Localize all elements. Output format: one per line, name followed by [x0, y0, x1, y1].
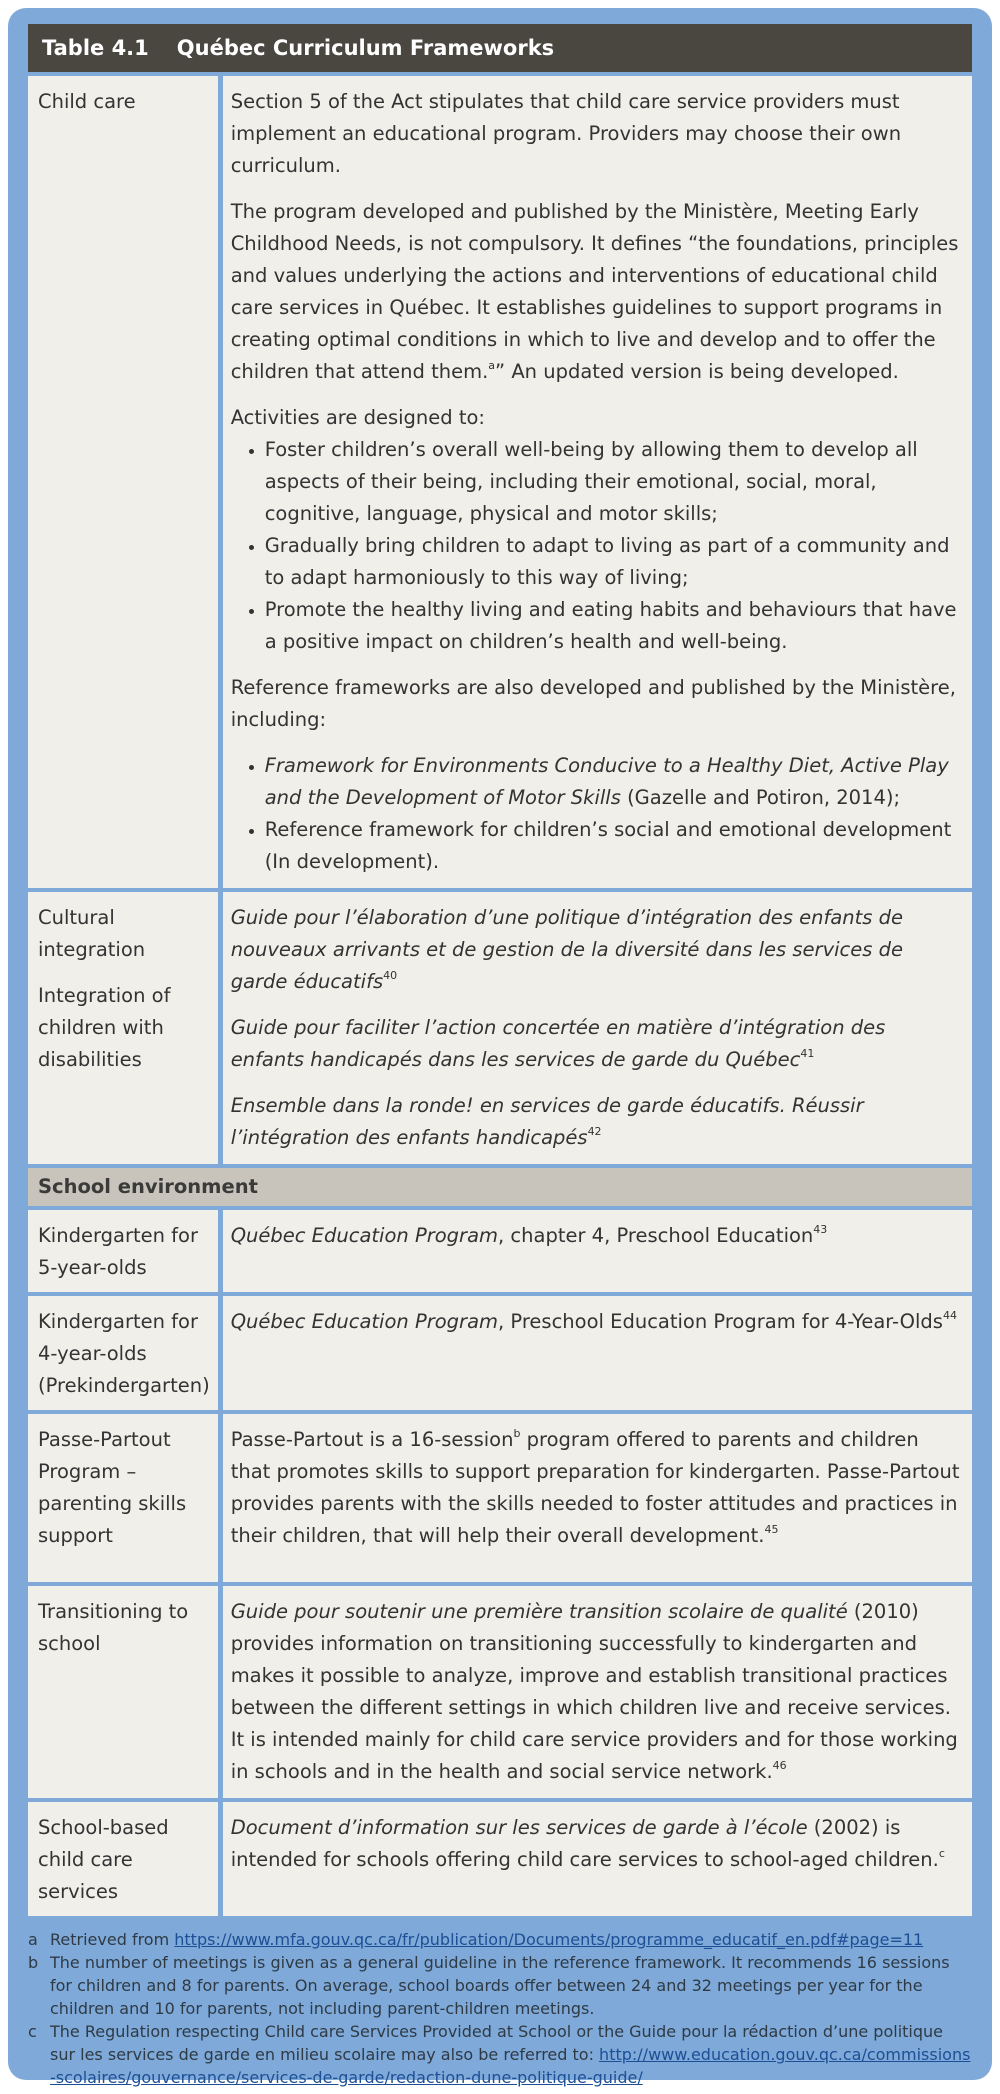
guide-title: Guide pour soutenir une première transition scolaire de qualité [230, 1600, 848, 1623]
row-content [223, 76, 972, 888]
footnote-ref: 44 [942, 1309, 957, 1322]
table-panel [8, 8, 992, 2087]
table-title [28, 24, 972, 72]
footnote-b [28, 1951, 972, 2020]
paragraph-text: The program developed and published by the Ministère, Meeting Early Childhood Needs, is not compulsory. It defines “the foundations, principles and values underlying the actions and interventions of educational child care services in Québec. It establishes guidelines to support programs in creating optimal conditions in which to live and develop and to offer the children that attend them. [230, 200, 959, 383]
row-content [223, 892, 972, 1164]
footnotes [28, 1928, 972, 2089]
footnote-ref: 45 [764, 1523, 779, 1536]
footnote-key: b [28, 1953, 39, 1972]
row-label: Child care [28, 76, 223, 888]
row-integration [28, 892, 972, 1164]
list-item: • Reference framework for children’s social and emotional development (In development). [265, 814, 960, 878]
footnote-link[interactable]: https://www.mfa.gouv.qc.ca/fr/publication/Documents/programme_educatif_en.pdf#page=11 [174, 1930, 924, 1949]
guide-title: Ensemble dans la ronde! en services de garde éducatifs. Réussir l’intégration des enfants handicapés [230, 1094, 864, 1149]
list-item [265, 750, 960, 814]
disabilities-label: Integration of children with disabilities [38, 984, 171, 1071]
row-text: (2010) provides information on transitioning successfully to kindergarten and makes it possible to analyze, improve and establish transitional practices between the different settings in which children live and receive services. It is intended mainly for child care service providers and for those working in schools and in the health and social service network. [230, 1600, 958, 1783]
list-item: • Foster children’s overall well-being by allowing them to develop all aspects of their being, including their emotional, social, moral, cognitive, language, physical and motor skills; [265, 434, 960, 530]
row-content [223, 1414, 972, 1582]
paragraph [231, 1090, 960, 1154]
footnote-link[interactable]: http://www.education.gouv.qc.ca/commissions-scolaires/gouvernance/services-de-garde/redaction-dune-politique-guide/ [50, 2045, 971, 2087]
paragraph [231, 902, 960, 998]
row-label: Transitioning to school [28, 1586, 223, 1798]
row-child-care [28, 76, 972, 888]
document-title: Document d’information sur les services de garde à l’école [230, 1816, 808, 1839]
reference-list [231, 750, 960, 878]
row-transition [28, 1586, 972, 1798]
list-item-text: (Gazelle and Potiron, 2014); [620, 786, 901, 809]
row-passe-partout [28, 1414, 972, 1582]
table-title-text: Québec Curriculum Frameworks [176, 36, 555, 60]
footnote-ref: c [938, 1847, 945, 1860]
framework-title: Framework for Environments Conducive to a Healthy Diet, Active Play and the Development of Motor Skills [264, 754, 949, 809]
paragraph: Reference frameworks are also developed and published by the Ministère, including: [230, 676, 956, 731]
row-label: School-based child care services [28, 1802, 223, 1916]
row-school-based [28, 1802, 972, 1916]
cultural-label: Cultural integration [38, 906, 146, 961]
footnote-lead: The Regulation respecting Child care Services Provided at School or the Guide pour la rédaction d’une politique sur les services de garde en milieu scolaire may also be referred to: [50, 2022, 943, 2064]
row-text: (2002) is intended for schools offering child care services to school-aged children. [230, 1816, 939, 1871]
footnote-lead: Retrieved from [50, 1930, 175, 1949]
program-title: Québec Education Program [230, 1310, 499, 1333]
row-label: Passe-Partout Program – parenting skills support [28, 1414, 223, 1582]
footnote-text [50, 2020, 972, 2089]
table-number: Table 4.1 [42, 36, 149, 60]
guide-title: Guide pour l’élaboration d’une politique d’intégration des enfants de nouveaux arrivants et de gestion de la diversité dans les services de garde éducatifs [230, 906, 903, 993]
footnote-ref: 43 [813, 1223, 828, 1236]
row-text: , chapter 4, Preschool Education [498, 1224, 814, 1247]
activities-intro: Activities are designed to: [230, 406, 485, 429]
footnote-text: The number of meetings is given as a general guideline in the reference framework. It recommends 16 sessions for children and 8 for parents. On average, school boards offer between 24 and 32 meetings per year for the children and 10 for parents, not including parent-children meetings. [50, 1953, 950, 2018]
paragraph [231, 196, 960, 388]
list-item: • Gradually bring children to adapt to living as part of a community and to adapt harmoniously to this way of living; [265, 530, 960, 594]
frameworks-table [28, 72, 972, 1920]
paragraph-text: ” An updated version is being developed. [495, 360, 899, 383]
activities-list [231, 434, 960, 658]
row-text: Passe-Partout is a 16-session [230, 1428, 514, 1451]
paragraph [231, 1012, 960, 1076]
row-content [223, 1296, 972, 1410]
footnote-key: a [28, 1930, 38, 1949]
row-content [223, 1586, 972, 1798]
footnote-a [28, 1928, 972, 1951]
row-content [223, 1802, 972, 1916]
guide-title: Guide pour faciliter l’action concertée en matière d’intégration des enfants handicapés dans les services de garde du Québec [230, 1016, 886, 1071]
row-content [223, 1210, 972, 1292]
row-text: program offered to parents and children that promotes skills to support preparation for kindergarten. Passe-Partout provides parents with the skills needed to foster attitudes and practices in their children, that will help their overall development. [230, 1428, 960, 1547]
program-title: Québec Education Program [230, 1224, 499, 1247]
footnote-key: c [28, 2022, 37, 2041]
section-heading: School environment [28, 1168, 972, 1206]
footnote-ref: a [488, 359, 496, 372]
row-label [28, 892, 223, 1164]
footnote-ref: 46 [772, 1759, 787, 1772]
list-item: • Promote the healthy living and eating habits and behaviours that have a positive impact on children’s health and well-being. [265, 594, 960, 658]
row-section-school [28, 1168, 972, 1206]
row-label: Kindergarten for 5-year-olds [28, 1210, 223, 1292]
row-kindergarten-4 [28, 1296, 972, 1410]
footnote-ref: 40 [383, 969, 398, 982]
row-kindergarten-5 [28, 1210, 972, 1292]
footnote-ref: 41 [800, 1047, 815, 1060]
row-text: , Preschool Education Program for 4-Year-Olds [498, 1310, 943, 1333]
footnote-ref: b [513, 1427, 521, 1440]
row-label: Kindergarten for 4-year-olds (Prekindergarten) [28, 1296, 223, 1410]
footnote-c [28, 2020, 972, 2089]
footnote-text [50, 1928, 972, 1951]
footnote-ref: 42 [587, 1125, 602, 1138]
section-cell [28, 1168, 972, 1206]
paragraph: Section 5 of the Act stipulates that child care service providers must implement an educational program. Providers may choose their own curriculum. [230, 90, 902, 177]
